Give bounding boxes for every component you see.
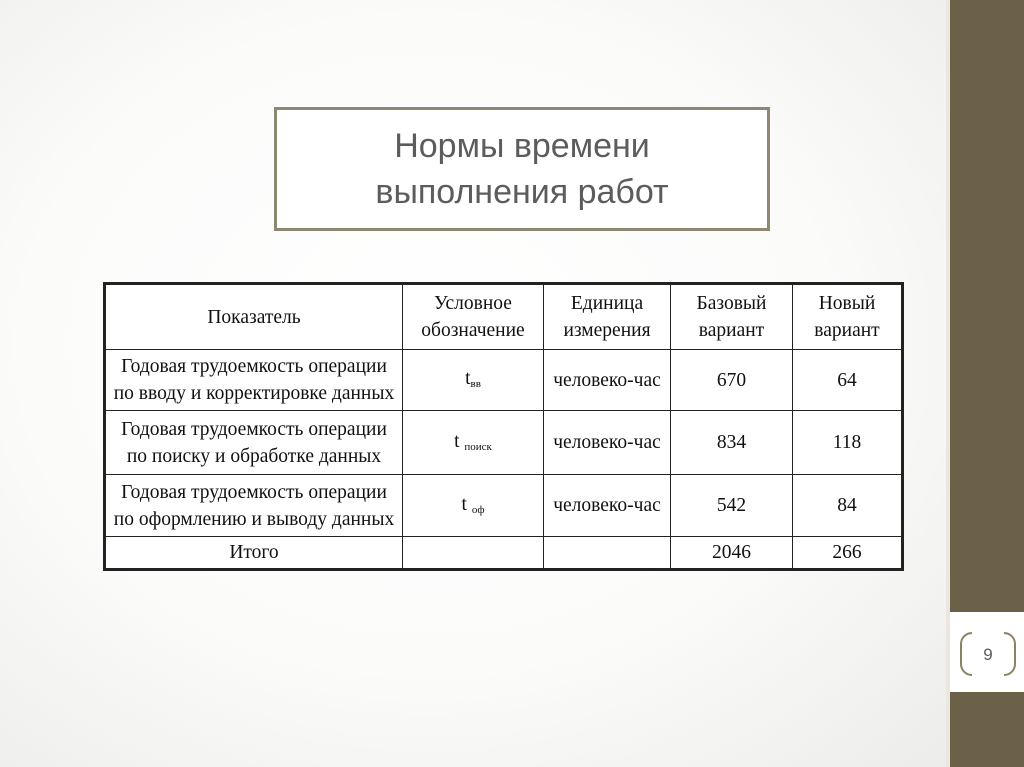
title-line-1: Нормы времени <box>394 127 650 165</box>
symbol-subscript: поиск <box>464 440 492 453</box>
page-number: 9 <box>983 645 993 664</box>
row-indicator-line-1: Годовая трудоемкость операции <box>121 418 387 440</box>
row-indicator <box>105 350 403 411</box>
row-symbol <box>403 411 544 475</box>
table-row <box>105 411 903 475</box>
row-new: 118 <box>793 411 903 475</box>
title-box <box>274 107 770 231</box>
row-indicator-line-2: по поиску и обработке данных <box>126 445 382 467</box>
table-row <box>105 350 903 411</box>
header-new-line-2: вариант <box>814 320 880 341</box>
row-indicator-line-1: Годовая трудоемкость операции <box>121 481 387 503</box>
header-indicator-label: Показатель <box>207 306 301 328</box>
symbol-subscript: оф <box>471 503 485 516</box>
header-new <box>793 284 903 350</box>
header-unit-line-1: Единица <box>570 293 644 314</box>
header-base <box>671 284 793 350</box>
left-bracket-icon <box>960 632 972 676</box>
table-row <box>105 475 903 537</box>
table-header-row <box>105 284 903 350</box>
right-bracket-icon <box>1004 632 1016 676</box>
row-new: 84 <box>793 475 903 537</box>
header-base-line-2: вариант <box>698 320 765 341</box>
row-base: 542 <box>671 475 793 537</box>
row-symbol <box>403 475 544 537</box>
total-base: 2046 <box>671 537 793 570</box>
header-base-line-1: Базовый <box>696 293 767 314</box>
header-symbol-line-1: Условное <box>434 293 512 314</box>
row-indicator <box>105 475 403 537</box>
row-unit: человеко-час <box>544 350 671 411</box>
row-indicator-line-1: Годовая трудоемкость операции <box>121 356 387 377</box>
header-indicator <box>105 284 403 350</box>
row-indicator <box>105 411 403 475</box>
row-new: 64 <box>793 350 903 411</box>
row-base: 834 <box>671 411 793 475</box>
slide-title <box>375 123 668 215</box>
title-line-2: выполнения работ <box>375 173 669 211</box>
time-norms-table <box>103 282 904 571</box>
row-indicator-line-2: по вводу и корректировке данных <box>113 383 395 404</box>
header-unit <box>544 284 671 350</box>
symbol-subscript: вв <box>470 378 481 390</box>
row-base: 670 <box>671 350 793 411</box>
header-symbol <box>403 284 544 350</box>
total-symbol-empty <box>403 537 544 570</box>
header-new-line-1: Новый <box>818 293 876 314</box>
symbol-main: t <box>454 430 460 452</box>
symbol-main: t <box>461 493 467 515</box>
total-label: Итого <box>105 537 403 570</box>
row-unit: человеко-час <box>544 475 671 537</box>
row-indicator-line-2: по оформлению и выводу данных <box>113 508 395 530</box>
header-unit-line-2: измерения <box>563 320 651 341</box>
table-total-row <box>105 537 903 570</box>
row-symbol <box>403 350 544 411</box>
total-unit-empty <box>544 537 671 570</box>
row-unit: человеко-час <box>544 411 671 475</box>
total-new: 266 <box>793 537 903 570</box>
header-symbol-line-2: обозначение <box>421 320 525 341</box>
symbol-main: t <box>465 368 471 389</box>
